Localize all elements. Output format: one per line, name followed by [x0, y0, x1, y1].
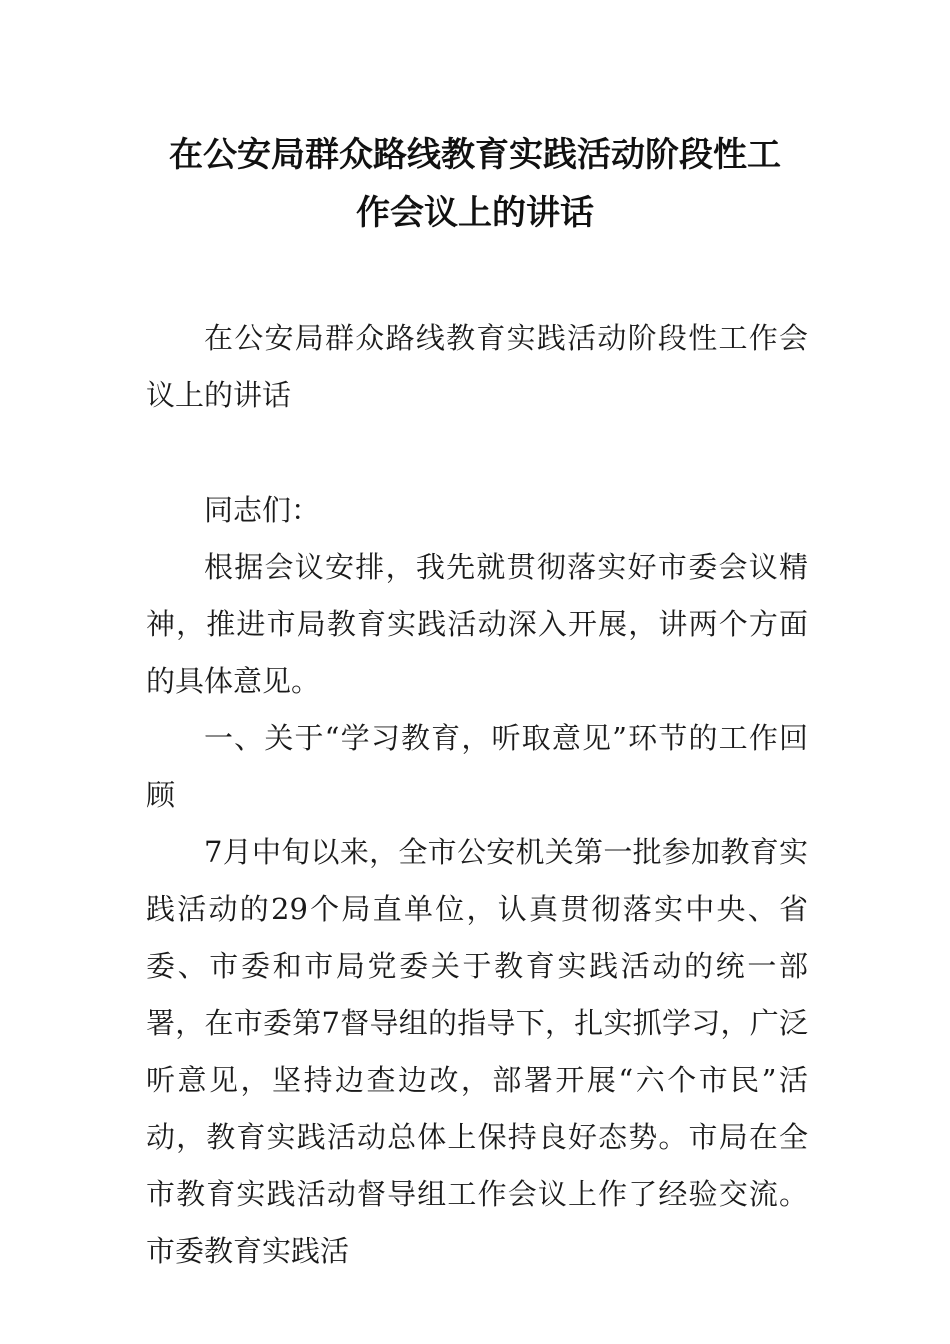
body-paragraph: 根据会议安排，我先就贯彻落实好市委会议精神，推进市局教育实践活动深入开展，讲两个方面的具体意见。: [146, 550, 808, 698]
document-title: [120, 126, 830, 242]
title-line-2: 作会议上的讲话: [356, 193, 594, 233]
subtitle-block: [146, 310, 808, 424]
section-heading: 一、关于“学习教育，听取意见”环节的工作回顾: [146, 721, 808, 812]
title-line-1: 在公安局群众路线教育实践活动阶段性工: [169, 135, 781, 175]
salutation-block: [146, 482, 808, 539]
body-paragraph: 7月中旬以来，全市公安机关第一批参加教育实践活动的29个局直单位，认真贯彻落实中央、省委、市委和市局党委关于教育实践活动的统一部署，在市委第7督导组的指导下，扎实抓学习，广泛听意见，坚持边查边改，部署开展“六个市民”活动，教育实践活动总体上保持良好态势。市局在全市教育实践活动督导组工作会议上作了经验交流。市委教育实践活: [146, 835, 808, 1268]
body-content: [146, 539, 808, 1280]
subtitle-paragraph: 在公安局群众路线教育实践活动阶段性工作会议上的讲话: [146, 321, 808, 412]
salutation: 同志们：: [204, 493, 321, 527]
